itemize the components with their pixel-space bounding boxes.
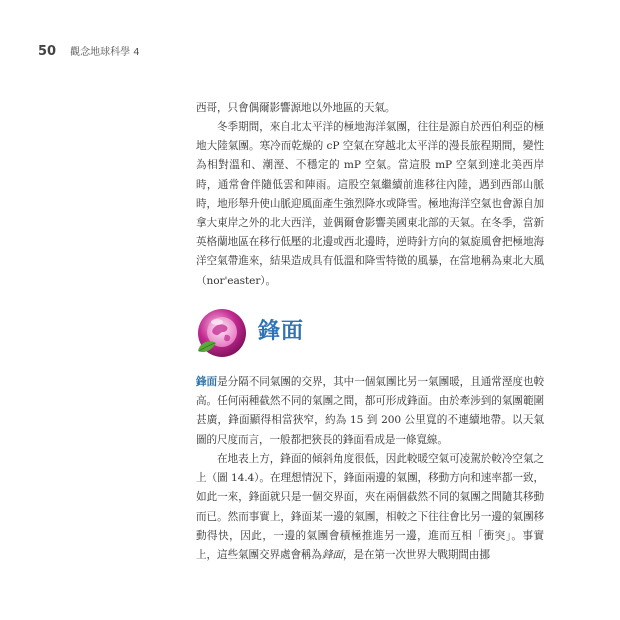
paragraph-front-slope-tail: ，是在第一次世界大戰期間由挪 bbox=[342, 549, 490, 562]
paragraph-front-slope-text: 在地表上方，鋒面的傾斜角度很低，因此較暖空氣可凌駕於較冷空氣之上（圖 14.4）。在理想情況下，鋒面兩邊的氣團，移動方向和速率都一致，如此一來，鋒面就只是一個交界面，夾在兩個截然不同的氣團之間隨其移動而已。然而事實上，鋒面某一邊的氣團，相較之下往往會比另一邊的氣團移動得快，因此，一邊的氣團會積極推進另一邊，進而互相「衝突」。事實上，這些氣團交界處會稱為 bbox=[196, 453, 544, 562]
paragraph-continuation: 西哥，只會偶爾影響源地以外地區的天氣。 bbox=[196, 102, 396, 114]
paragraph-front-definition bbox=[196, 373, 544, 450]
paragraph-front-slope bbox=[196, 450, 544, 565]
globe-leaf-icon bbox=[196, 307, 248, 359]
italic-term-front: 鋒面 bbox=[321, 549, 343, 562]
section-heading-front: 鋒面 bbox=[258, 319, 305, 344]
paragraph-winter-airmass: 冬季期間，來自北太平洋的極地海洋氣團，往往是源自於西伯利亞的極地大陸氣團。寒冷而乾燥的 cP 空氣在穿越北太平洋的漫長旅程期間，變性為相對溫和、潮溼、不穩定的 mP 空氣。當這股 mP 空氣到達北美西岸時，通常會伴隨低雲和陣雨。這股空氣繼續前進移往內陸，遇到西部山脈時，地形舉升使山脈迎風面產生強烈降水或降雪。極地海洋空氣也會源自加拿大東岸之外的北大西洋，並偶爾會影響美國東北部的天氣。在冬季，當新英格蘭地區在移行低壓的北邊或西北邊時，逆時針方向的氣旋風會把極地海洋空氣帶進來，結果造成具有低溫和降雪特徵的風暴，在當地稱為東北大風（nor'easter）。 bbox=[196, 121, 544, 287]
key-term-front: 鋒面 bbox=[196, 376, 218, 388]
page-header bbox=[38, 43, 140, 59]
page-number: 50 bbox=[38, 44, 57, 59]
paragraph-front-definition-text: 是分隔不同氣團的交界，其中一個氣團比另一氣團暖，且通常溼度也較高。任何兩種截然不同的氣團之間，都可形成鋒面。由於牽涉到的氣團範圍甚廣，鋒面顯得相當狹窄，約為 15 到 200 公里寬的不連續地帶。以天氣圖的尺度而言，一般都把狹長的鋒面看成是一條寬線。 bbox=[196, 376, 544, 446]
book-title: 觀念地球科學 4 bbox=[70, 47, 140, 58]
